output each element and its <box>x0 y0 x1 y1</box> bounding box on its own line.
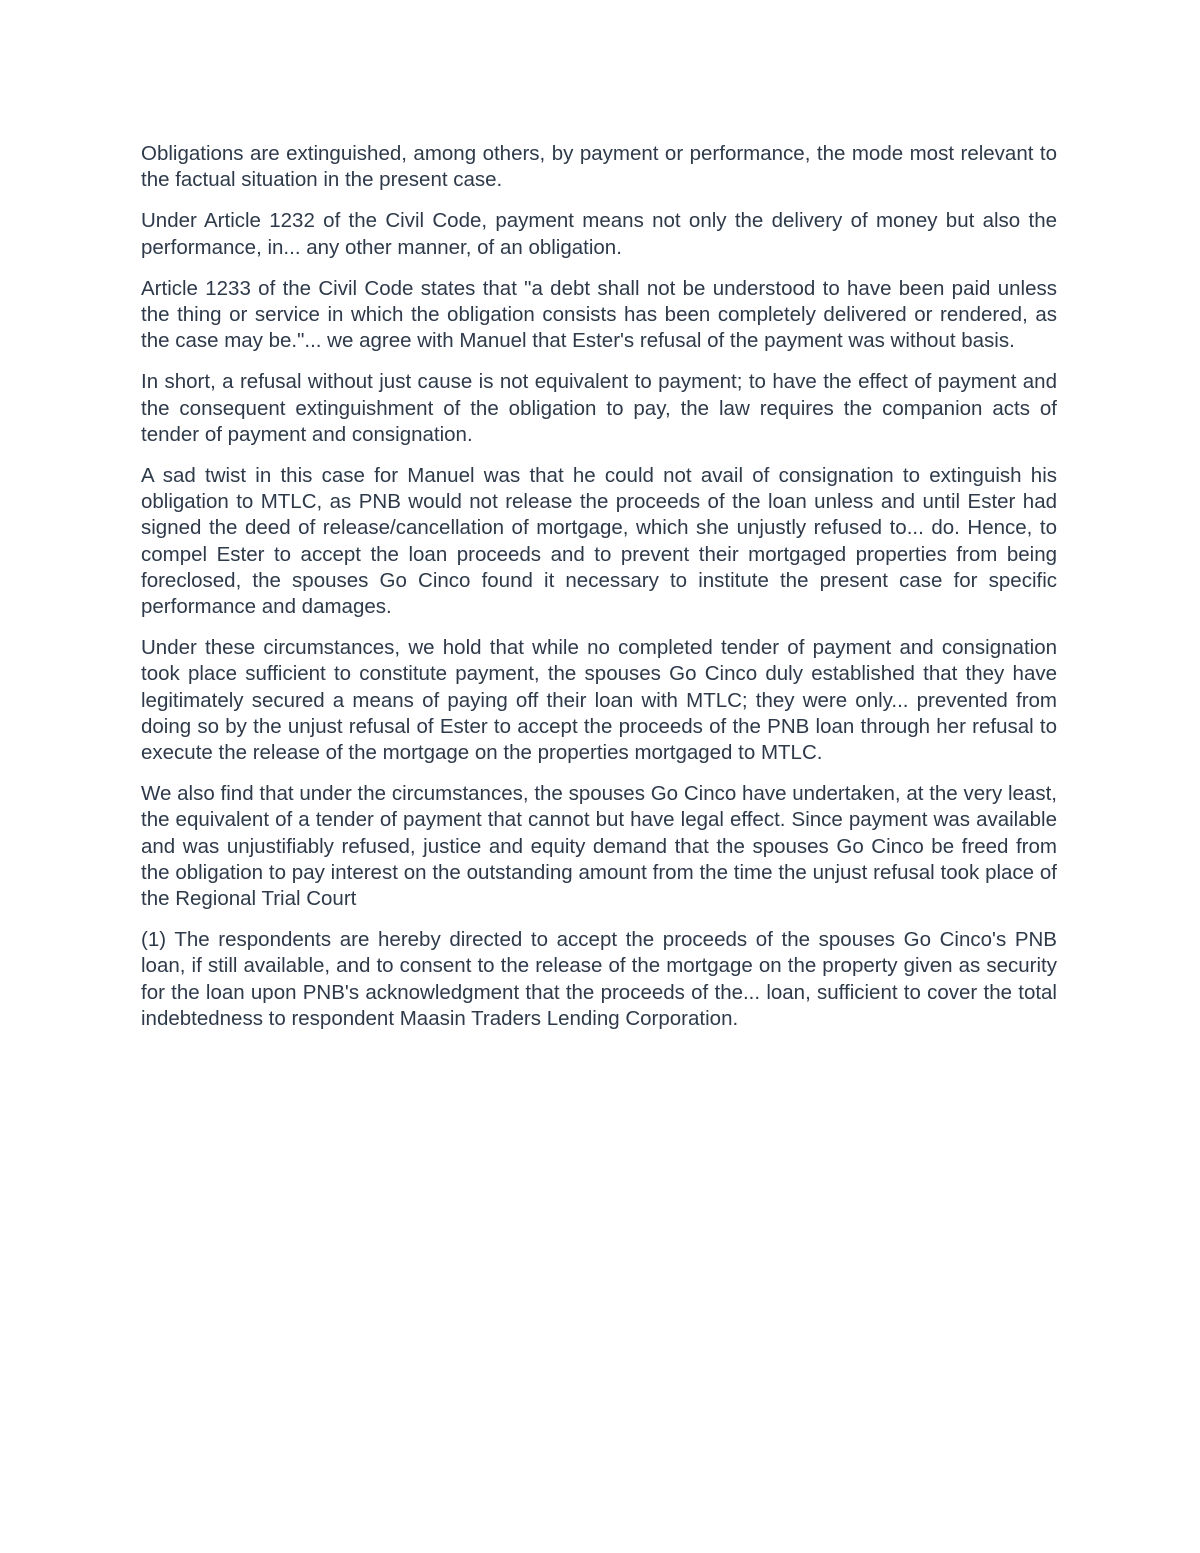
paragraph-4: In short, a refusal without just cause is not equivalent to payment; to have the effect of payment and the consequent extinguishment of the obligation to pay, the law requires the companion acts of tender of payment and consignation. <box>141 370 1057 446</box>
paragraph-5: A sad twist in this case for Manuel was that he could not avail of consignation to extinguish his obligation to MTLC, as PNB would not release the proceeds of the loan unless and until Ester had signed the deed of release/cancellation of mortgage, which she unjustly refused to... do. Hence, to compel Ester to accept the loan proceeds and to prevent their mortgaged properties from being foreclosed, the spouses Go Cinco found it necessary to institute the present case for specific performance and damages. <box>141 464 1057 619</box>
paragraph-3: Article 1233 of the Civil Code states that "a debt shall not be understood to have been paid unless the thing or service in which the obligation consists has been completely delivered or rendered, as the case may be."... we agree with Manuel that Ester's refusal of the payment was without basis. <box>141 276 1057 353</box>
paragraph-6: Under these circumstances, we hold that while no completed tender of payment and consignation took place sufficient to constitute payment, the spouses Go Cinco duly established that they have legitimately secured a means of paying off their loan with MTLC; they were only... prevented from doing so by the unjust refusal of Ester to accept the proceeds of the PNB loan through her refusal to execute the release of the mortgage on the properties mortgaged to MTLC. <box>141 636 1057 765</box>
document-body <box>141 141 1057 1047</box>
paragraph-2: Under Article 1232 of the Civil Code, payment means not only the delivery of money but also the performance, in... any other manner, of an obligation. <box>141 209 1057 259</box>
paragraph-1: Obligations are extinguished, among others, by payment or performance, the mode most relevant to the factual situation in the present case. <box>141 142 1057 192</box>
paragraph-8: (1) The respondents are hereby directed to accept the proceeds of the spouses Go Cinco's PNB loan, if still available, and to consent to the release of the mortgage on the property given as security for the loan upon PNB's acknowledgment that the proceeds of the... loan, sufficient to cover the total indebtedness to respondent Maasin Traders Lending Corporation. <box>141 928 1057 1030</box>
paragraph-7: We also find that under the circumstances, the spouses Go Cinco have undertaken, at the very least, the equivalent of a tender of payment that cannot but have legal effect. Since payment was available and was unjustifiably refused, justice and equity demand that the spouses Go Cinco be freed from the obligation to pay interest on the outstanding amount from the time the unjust refusal took place of the Regional Trial Court <box>141 782 1057 911</box>
